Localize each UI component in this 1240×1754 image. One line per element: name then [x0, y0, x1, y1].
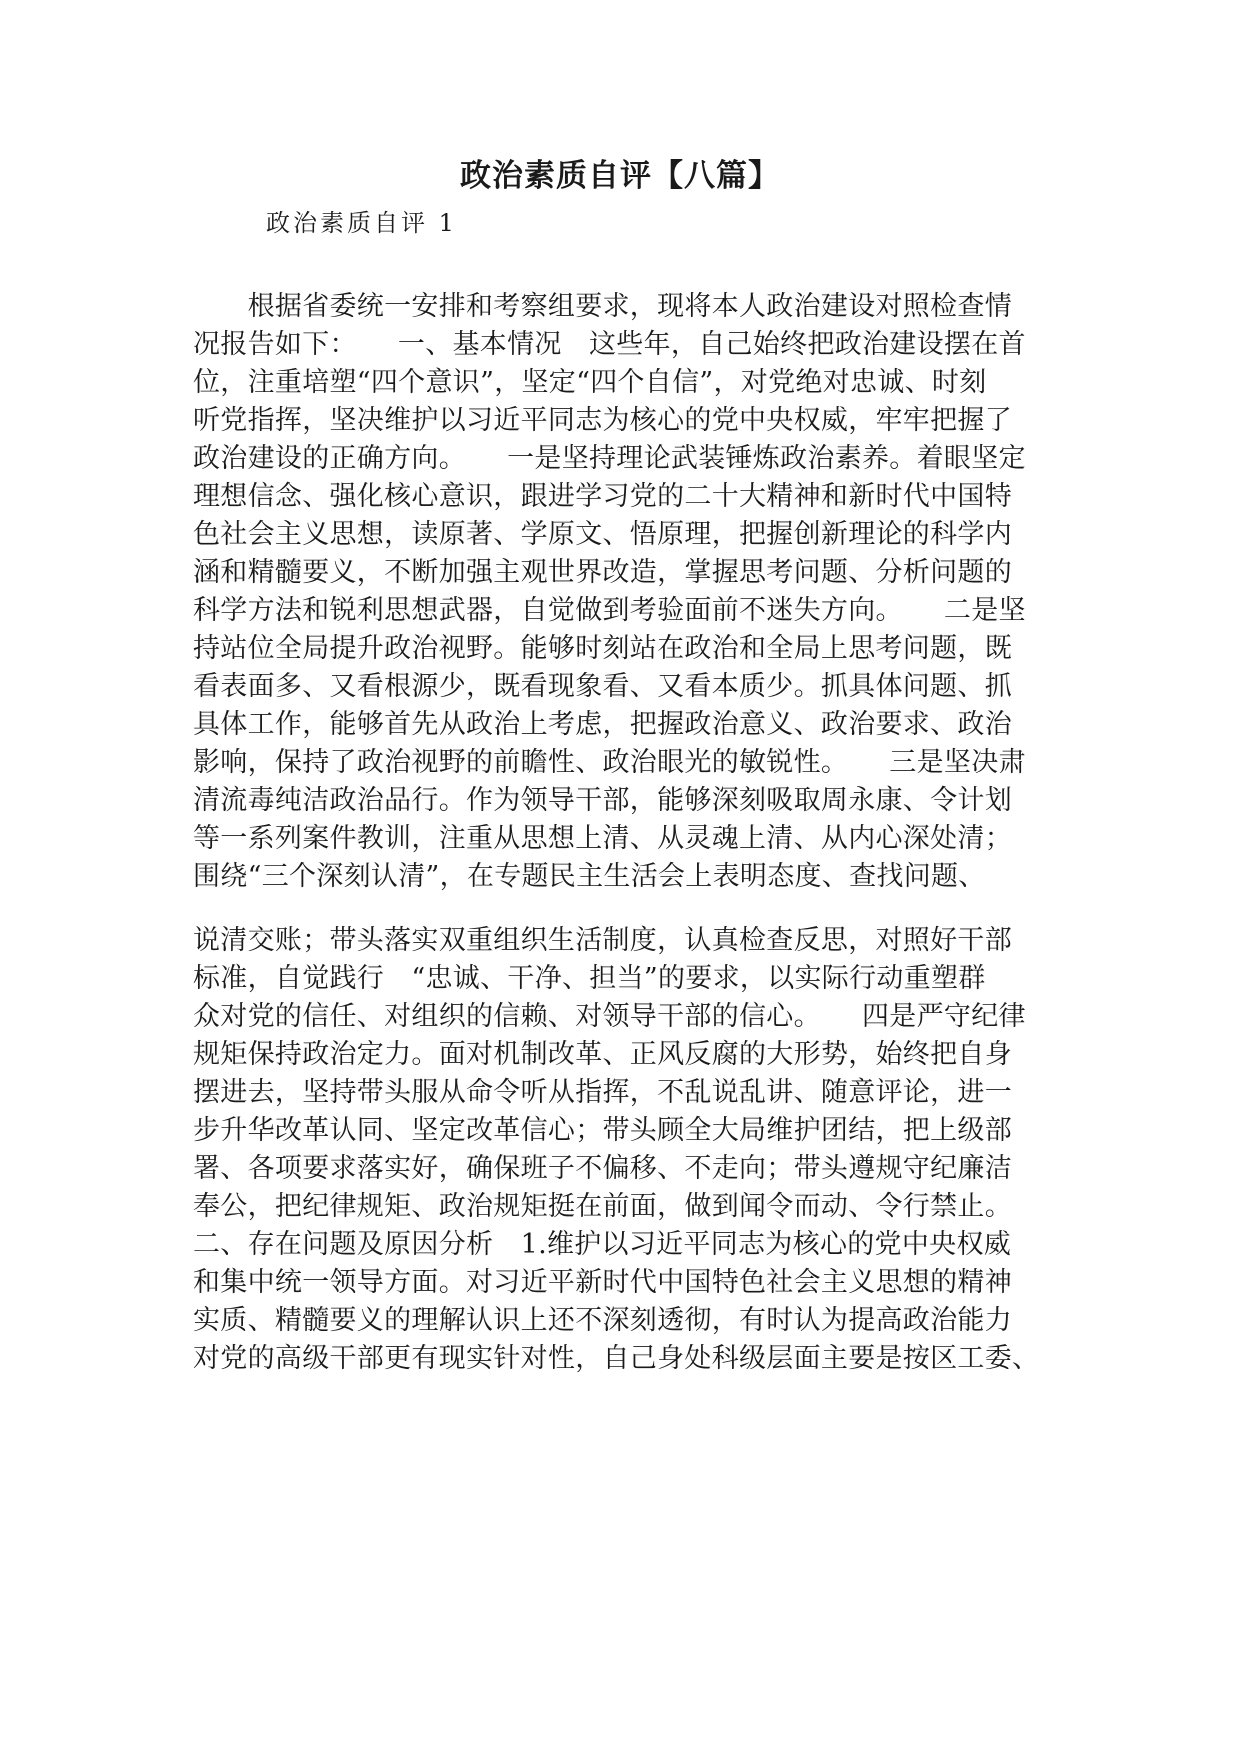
text-line: 署、各项要求落实好，确保班子不偏移、不走向；带头遵规守纪廉洁	[193, 1153, 1012, 1184]
text-line: 等一系列案件教训，注重从思想上清、从灵魂上清、从内心深处清；	[193, 823, 1012, 854]
text-line: 实质、精髓要义的理解认识上还不深刻透彻，有时认为提高政治能力	[193, 1305, 1012, 1336]
text-line: 众对党的信任、对组织的信赖、对领导干部的信心。 四是严守纪律	[193, 1001, 1026, 1032]
body-text-block-2	[193, 922, 1053, 1378]
body-text-block-1	[193, 288, 1053, 896]
text-line: 持站位全局提升政治视野。能够时刻站在政治和全局上思考问题，既	[193, 633, 1012, 664]
text-line: 具体工作，能够首先从政治上考虑，把握政治意义、政治要求、政治	[193, 709, 1012, 740]
text-line: 位，注重培塑“四个意识”，坚定“四个自信”，对党绝对忠诚、时刻	[193, 367, 987, 398]
text-line: 影响，保持了政治视野的前瞻性、政治眼光的敏锐性。 三是坚决肃	[193, 747, 1026, 778]
document-subtitle: 政治素质自评 1	[266, 209, 457, 237]
text-line: 况报告如下： 一、基本情况 这些年，自己始终把政治建设摆在首	[193, 329, 1026, 360]
text-line: 规矩保持政治定力。面对机制改革、正风反腐的大形势，始终把自身	[193, 1039, 1012, 1070]
text-line: 说清交账；带头落实双重组织生活制度，认真检查反思，对照好干部	[193, 925, 1012, 956]
text-line: 色社会主义思想，读原著、学原文、悟原理，把握创新理论的科学内	[193, 519, 1012, 550]
text-line: 标准，自觉践行 “忠诚、干净、担当”的要求，以实际行动重塑群	[193, 963, 986, 994]
text-line: 和集中统一领导方面。对习近平新时代中国特色社会主义思想的精神	[193, 1267, 1012, 1298]
text-line: 根据省委统一安排和考察组要求，现将本人政治建设对照检查情	[193, 291, 1012, 322]
text-line: 二、存在问题及原因分析 1.维护以习近平同志为核心的党中央权威	[193, 1229, 1012, 1260]
text-line: 围绕“三个深刻认清”，在专题民主生活会上表明态度、查找问题、	[193, 861, 986, 892]
text-line: 涵和精髓要义，不断加强主观世界改造，掌握思考问题、分析问题的	[193, 557, 1012, 588]
text-line: 政治建设的正确方向。 一是坚持理论武装锤炼政治素养。着眼坚定	[193, 443, 1026, 474]
text-line: 看表面多、又看根源少，既看现象看、又看本质少。抓具体问题、抓	[193, 671, 1012, 702]
text-line: 听党指挥，坚决维护以习近平同志为核心的党中央权威，牢牢把握了	[193, 405, 1012, 436]
text-line: 科学方法和锐利思想武器，自觉做到考验面前不迷失方向。 二是坚	[193, 595, 1026, 626]
text-line: 步升华改革认同、坚定改革信心；带头顾全大局维护团结，把上级部	[193, 1115, 1012, 1146]
text-line: 理想信念、强化核心意识，跟进学习党的二十大精神和新时代中国特	[193, 481, 1012, 512]
text-line: 摆进去，坚持带头服从命令听从指挥，不乱说乱讲、随意评论，进一	[193, 1077, 1012, 1108]
text-line: 清流毒纯洁政治品行。作为领导干部，能够深刻吸取周永康、令计划	[193, 785, 1012, 816]
document-title: 政治素质自评【八篇】	[460, 158, 780, 194]
text-line: 奉公，把纪律规矩、政治规矩挺在前面，做到闻令而动、令行禁止。	[193, 1191, 1012, 1222]
text-line: 对党的高级干部更有现实针对性，自己身处科级层面主要是按区工委、	[193, 1343, 1040, 1374]
